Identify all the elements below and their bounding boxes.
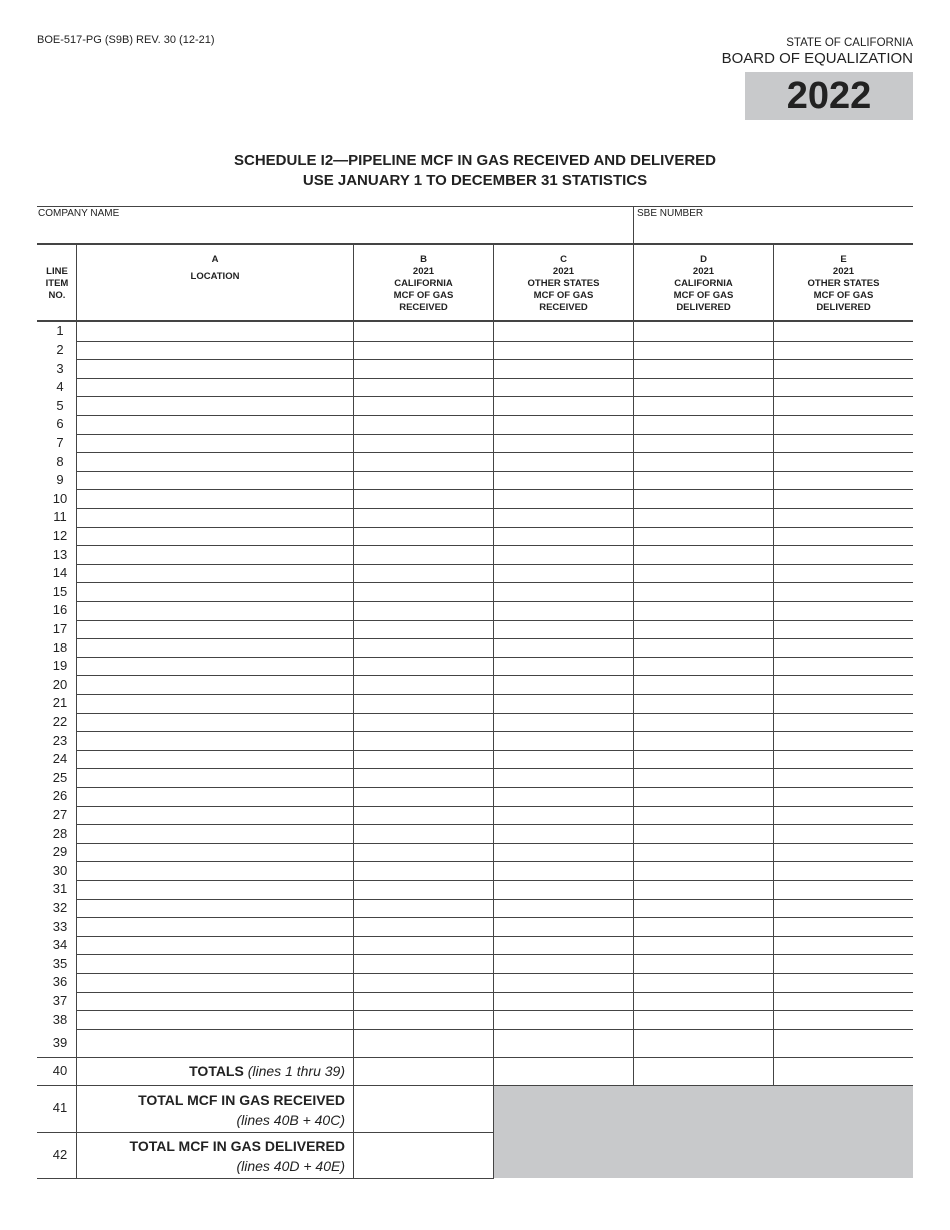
row-number: 32 — [52, 899, 68, 915]
row-line — [76, 396, 913, 397]
row-line — [76, 452, 913, 453]
row-line — [76, 638, 913, 639]
row-line — [76, 843, 913, 844]
row-line — [76, 657, 913, 658]
row-number: 11 — [53, 509, 67, 525]
row-line — [76, 489, 913, 490]
row-number: 12 — [52, 527, 68, 543]
row-line — [76, 694, 913, 695]
row-number: 25 — [52, 769, 68, 785]
form-code: BOE-517-PG (S9B) REV. 30 (12-21) — [37, 34, 215, 46]
row-number: 16 — [52, 602, 68, 618]
row-line — [76, 341, 913, 342]
row-number: 20 — [52, 676, 68, 692]
schedule-subtitle: USE JANUARY 1 TO DECEMBER 31 STATISTICS — [302, 172, 648, 189]
row-number: 18 — [52, 639, 68, 655]
row-line — [76, 564, 913, 565]
row-number: 3 — [56, 360, 64, 376]
row-line — [76, 880, 913, 881]
row-line — [76, 954, 913, 955]
row-line — [76, 545, 913, 546]
row-line — [76, 992, 913, 993]
row-number: 2 — [56, 341, 64, 357]
row-number: 39 — [52, 1034, 68, 1050]
schedule-title: SCHEDULE I2—PIPELINE MCF IN GAS RECEIVED AND DELIVERED — [233, 152, 716, 169]
row-line — [76, 415, 913, 416]
col-header-line-no: LINE ITEM NO. — [45, 266, 69, 301]
row-line — [76, 731, 913, 732]
row-line — [76, 378, 913, 379]
row-number: 9 — [56, 472, 64, 488]
row-line — [76, 750, 913, 751]
row-line — [76, 1029, 913, 1030]
sbe-number-label: SBE NUMBER — [637, 208, 704, 219]
row-number: 21 — [52, 695, 68, 711]
row-line — [76, 601, 913, 602]
row-line — [76, 527, 913, 528]
col-header-b: B 2021 CALIFORNIA MCF OF GAS RECEIVED — [393, 254, 454, 313]
row-number-40: 40 — [52, 1063, 68, 1078]
state-label: STATE OF CALIFORNIA — [786, 37, 913, 49]
col-header-d: D 2021 CALIFORNIA MCF OF GAS DELIVERED — [673, 254, 734, 313]
company-name-field[interactable] — [37, 222, 632, 242]
row-line — [76, 582, 913, 583]
row-line — [76, 768, 913, 769]
year-badge: 2022 — [745, 72, 913, 120]
row-line — [76, 973, 913, 974]
row-number: 33 — [52, 918, 68, 934]
row-line — [76, 471, 913, 472]
row-number: 4 — [56, 379, 64, 395]
row-line — [76, 675, 913, 676]
row-number: 5 — [56, 397, 64, 413]
row-number: 8 — [56, 453, 64, 469]
row-line — [76, 508, 913, 509]
row-number: 26 — [52, 788, 68, 804]
row-line — [76, 620, 913, 621]
row-number: 14 — [52, 565, 68, 581]
row-number: 22 — [52, 713, 68, 729]
row-number: 29 — [52, 844, 68, 860]
row-number: 19 — [52, 658, 68, 674]
row-number: 7 — [56, 434, 64, 450]
row-line — [76, 899, 913, 900]
row-line — [76, 917, 913, 918]
row-number: 27 — [52, 806, 68, 822]
totals-label: TOTALS (lines 1 thru 39) — [189, 1063, 345, 1079]
row-number: 17 — [52, 620, 68, 636]
row-number: 10 — [52, 490, 68, 506]
col-header-c: C 2021 OTHER STATES MCF OF GAS RECEIVED — [527, 254, 600, 313]
row-number: 6 — [56, 416, 64, 432]
row-number: 24 — [52, 751, 68, 767]
row-line — [76, 787, 913, 788]
row-line — [76, 713, 913, 714]
row-number: 15 — [52, 583, 68, 599]
col-header-e: E 2021 OTHER STATES MCF OF GAS DELIVERED — [807, 254, 880, 313]
row-line — [76, 359, 913, 360]
row-number: 35 — [52, 955, 68, 971]
row-line — [76, 936, 913, 937]
row-number: 30 — [52, 862, 68, 878]
row-number: 36 — [52, 974, 68, 990]
row-line — [76, 824, 913, 825]
col-header-location: A LOCATION — [190, 254, 240, 282]
total-received-label: TOTAL MCF IN GAS RECEIVED (lines 40B + 40C) — [138, 1092, 345, 1128]
row-number: 1 — [56, 323, 64, 339]
row-number: 38 — [52, 1011, 68, 1027]
row-number-42: 42 — [52, 1147, 68, 1162]
board-label: BOARD OF EQUALIZATION — [721, 50, 913, 67]
row-line — [76, 434, 913, 435]
row-number: 31 — [52, 881, 68, 897]
row-number: 28 — [52, 825, 68, 841]
sbe-number-field[interactable] — [635, 222, 912, 242]
row-number: 34 — [52, 937, 68, 953]
row-number: 37 — [52, 992, 68, 1008]
row-number: 23 — [52, 732, 68, 748]
total-delivered-label: TOTAL MCF IN GAS DELIVERED (lines 40D + 40E) — [129, 1138, 345, 1174]
row-number: 13 — [52, 546, 68, 562]
row-line — [76, 861, 913, 862]
row-line — [76, 1010, 913, 1011]
row-number-41: 41 — [52, 1100, 68, 1115]
row-line — [76, 806, 913, 807]
shaded-area — [494, 1085, 913, 1178]
company-name-label: COMPANY NAME — [38, 208, 120, 219]
